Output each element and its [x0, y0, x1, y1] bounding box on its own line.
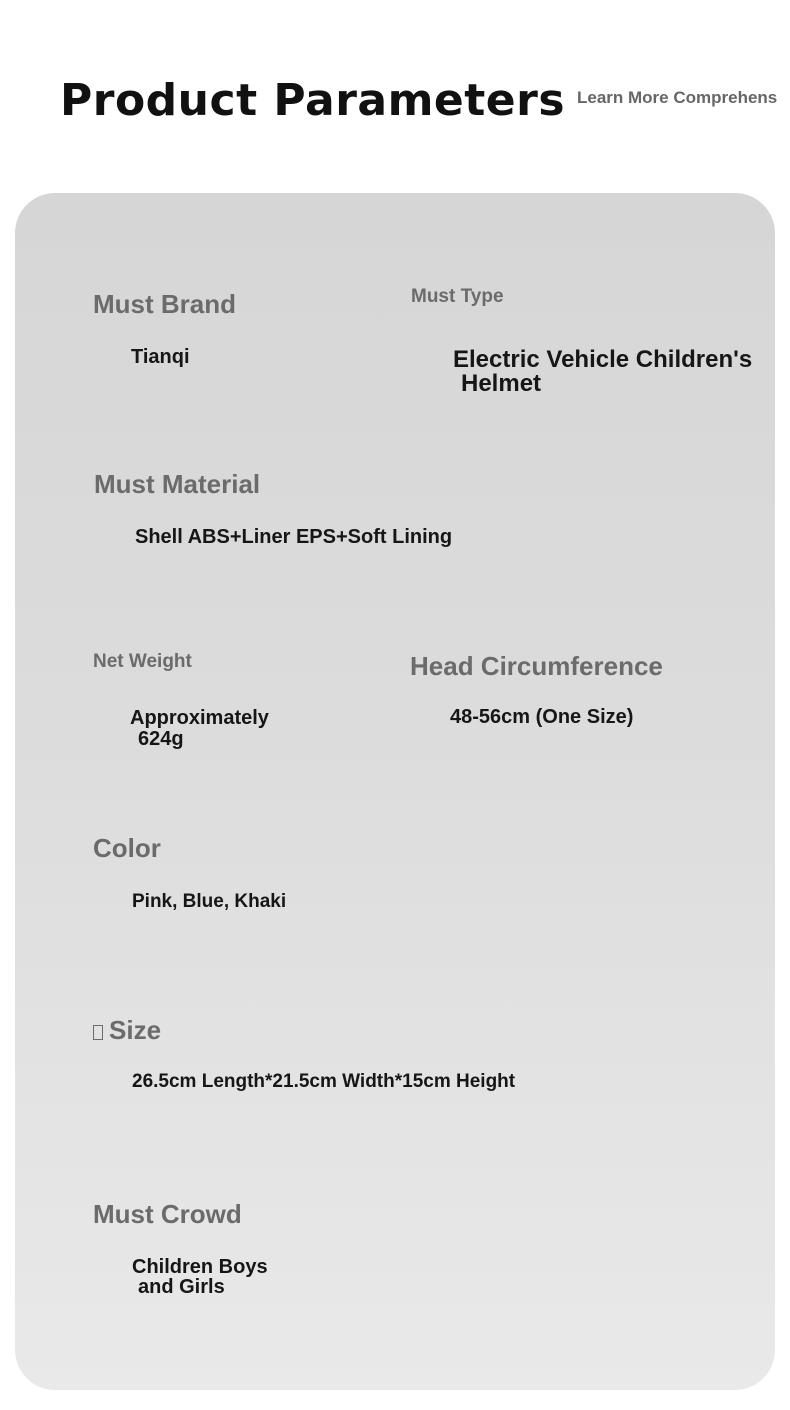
crowd-value-line1: Children Boys: [132, 1256, 268, 1278]
weight-value-line2: 624g: [138, 728, 184, 750]
material-value: Shell ABS+Liner EPS+Soft Lining: [135, 526, 453, 548]
weight-value: [130, 708, 269, 750]
page-title: Product Parameters: [60, 75, 566, 126]
weight-label: Net Weight: [93, 651, 192, 672]
size-label-text: Size: [109, 1015, 162, 1045]
box-icon: [93, 1025, 103, 1040]
type-value: [453, 348, 752, 396]
crowd-value-line2: and Girls: [138, 1276, 225, 1298]
head-circumference-value: 48-56cm (One Size): [450, 706, 634, 728]
weight-value-line1: Approximately: [130, 707, 269, 729]
crowd-label: Must Crowd: [93, 1199, 242, 1229]
type-label: Must Type: [411, 286, 504, 307]
type-value-line1: Electric Vehicle Children's: [453, 346, 753, 373]
material-label: Must Material: [94, 469, 261, 499]
brand-value: Tianqi: [131, 346, 190, 368]
head-circumference-label: Head Circumference: [410, 651, 663, 681]
crowd-value: [132, 1257, 268, 1297]
color-label: Color: [93, 833, 161, 863]
color-value: Pink, Blue, Khaki: [132, 891, 287, 912]
type-value-line2: Helmet: [461, 370, 542, 397]
brand-label: Must Brand: [93, 289, 236, 319]
size-value: 26.5cm Length*21.5cm Width*15cm Height: [132, 1071, 516, 1092]
learn-more-link[interactable]: Learn More Comprehens: [577, 88, 778, 107]
size-label: [93, 1015, 161, 1045]
